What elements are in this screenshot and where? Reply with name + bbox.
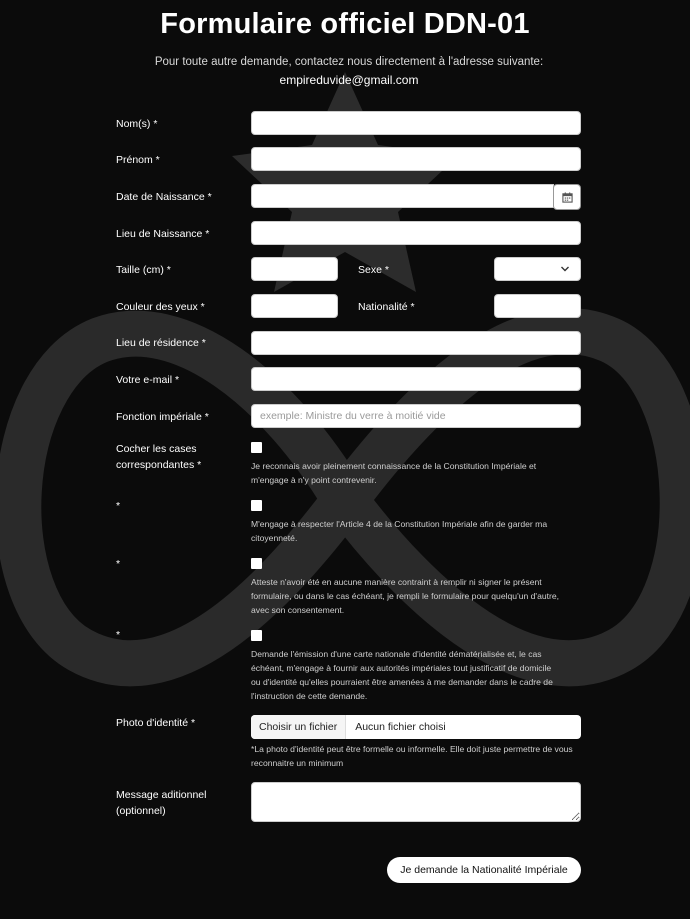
label-lieu-naissance: Lieu de Naissance * [116,228,210,240]
lieu-naissance-input[interactable] [251,221,581,245]
checkbox-constitution[interactable] [251,442,262,453]
lieu-residence-input[interactable] [251,331,581,355]
label-email: Votre e-mail * [116,374,180,386]
message-textarea[interactable] [251,782,581,822]
nom-input[interactable] [251,111,581,135]
checkbox-article4-text: M'engage à respecter l'Article 4 de la Constitution Impériale afin de garder ma citoyenneté. [251,519,548,543]
label-prenom: Prénom * [116,154,160,166]
checkbox-marker: * [116,558,121,570]
email-input[interactable] [251,367,581,391]
label-fonction: Fonction impériale * [116,411,209,423]
contact-email: empireduvide@gmail.com [279,73,419,87]
fonction-input[interactable]: exemple: Ministre du verre à moitié vide [251,404,581,428]
sexe-select[interactable] [494,257,581,281]
checkbox-article4[interactable] [251,500,262,511]
checkbox-consent-text: Atteste n'avoir été en aucune manière contraint à remplir ni signer le présent formulaire, ou dans le cas échéant, je rempli le formulaire pour quelqu'un d'autre, avec son consentement. [251,577,560,615]
label-cases-line1: Cocher les cases [116,443,197,455]
label-nationalite: Nationalité * [358,301,415,313]
label-cases-line2: correspondantes * [116,459,202,471]
label-couleur-yeux: Couleur des yeux * [116,301,205,313]
checkbox-marker: * [116,629,121,641]
label-lieu-residence: Lieu de résidence * [116,337,206,349]
submit-button[interactable]: Je demande la Nationalité Impériale [387,857,581,883]
prenom-input[interactable] [251,147,581,171]
choose-file-button[interactable]: Choisir un fichier [251,715,346,739]
photo-file-input[interactable] [251,715,581,739]
contact-subtitle: Pour toute autre demande, contactez nous directement à l'adresse suivante: [154,56,544,68]
checkbox-constitution-text: Je reconnais avoir pleinement connaissance de la Constitution Impériale et m'engage à n'y point contrevenir. [251,461,537,485]
photo-note: *La photo d'identité peut être formelle ou informelle. Elle doit juste permettre de vous reconnaitre un minimum [251,744,573,768]
label-taille: Taille (cm) * [116,264,171,276]
couleur-yeux-input[interactable] [251,294,338,318]
label-nom: Nom(s) * [116,118,158,130]
label-sexe: Sexe * [358,264,389,276]
taille-input[interactable] [251,257,338,281]
nationalite-input[interactable] [494,294,581,318]
checkbox-marker: * [116,500,121,512]
checkbox-consent[interactable] [251,558,262,569]
label-message-line2: (optionnel) [116,805,166,817]
label-date-naissance: Date de Naissance * [116,191,212,203]
page-title: Formulaire officiel DDN-01 [160,8,530,40]
checkbox-id-card[interactable] [251,630,262,641]
file-status: Aucun fichier choisi [355,721,446,733]
calendar-button[interactable] [553,184,581,210]
label-photo: Photo d'identité * [116,717,196,729]
label-cases [116,441,201,473]
date-naissance-input[interactable] [251,184,554,208]
label-message [116,787,206,819]
calendar-icon [562,192,573,203]
label-message-line1: Message aditionnel [116,789,207,801]
chevron-down-icon [560,264,570,274]
checkbox-id-card-text: Demande l'émission d'une carte nationale d'identité dématérialisée et, le cas échéant, m'engage à fournir aux autorités impériales tout justificatif de domicile ou d'identité qu'elles pourraient être amenées à me demander dans le cadre de l'instruction de cette demande. [251,649,553,701]
